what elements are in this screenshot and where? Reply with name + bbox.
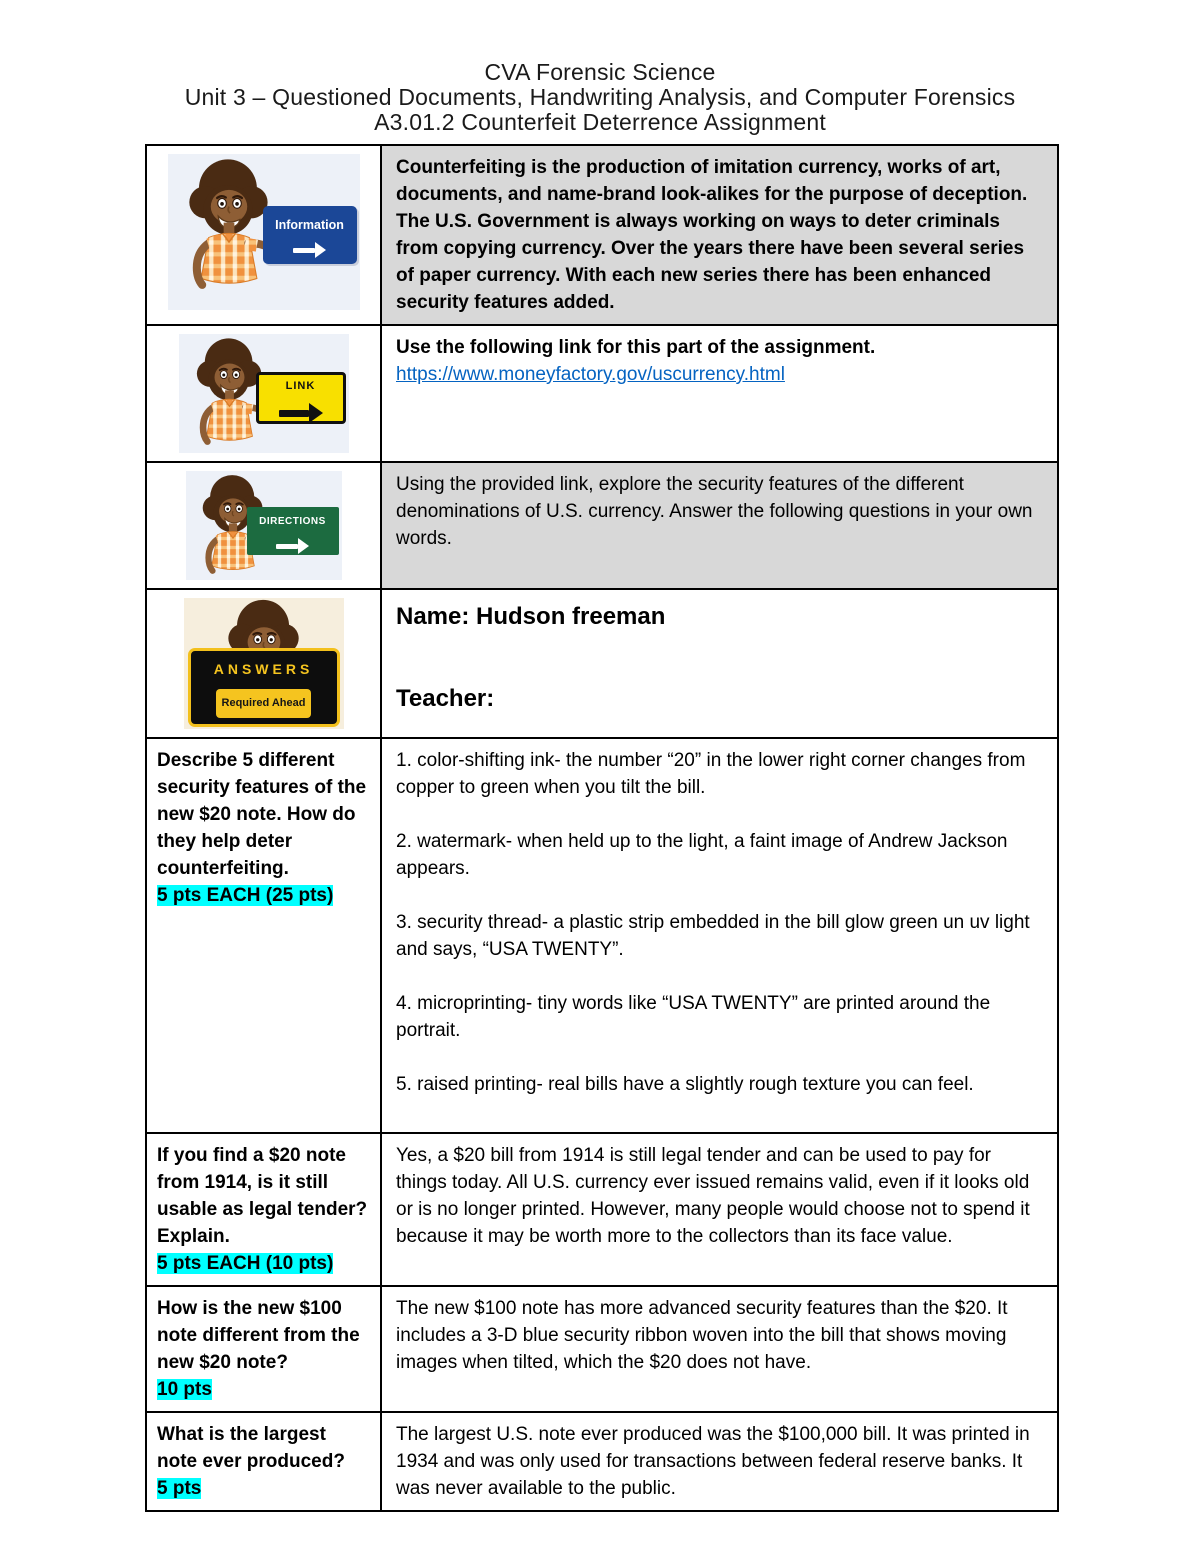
table-row [146, 145, 1058, 325]
unit-title: Unit 3 – Questioned Documents, Handwriting Analysis, and Computer Forensics [184, 84, 1016, 110]
right-arrow-icon [279, 403, 323, 423]
question-4-prompt: What is the largest note ever produced? [157, 1424, 345, 1472]
counterfeiting-intro-cell [381, 145, 1058, 325]
answer-item: 4. microprinting- tiny words like “USA TWENTY” are printed around the portrait. [396, 993, 991, 1041]
link-sign [256, 372, 346, 424]
question-4-cell [146, 1412, 381, 1511]
directions-image-cell [146, 462, 381, 589]
information-sign-label: Information [275, 218, 344, 232]
assignment-table [145, 144, 1059, 1512]
directions-sign-label: DIRECTIONS [259, 516, 326, 527]
question-2-prompt: If you find a $20 note from 1914, is it still usable as legal tender? Explain. [157, 1145, 368, 1247]
answer-4-cell [381, 1412, 1058, 1511]
link-sign-label: LINK [285, 380, 316, 392]
counterfeiting-intro-text: Counterfeiting is the production of imitation currency, works of art, documents, and name-brand look-alikes for the purpose of deception. The U.S. Government is always working on ways to deter criminals from copying currency. Over the years there have been several series of paper currency. With each new series there has been enhanced security features added. [396, 157, 1028, 313]
answer-item: 3. security thread- a plastic strip embedded in the bill glow green un uv light and says, “USA TWENTY”. [396, 912, 1030, 960]
name-teacher-cell [381, 589, 1058, 738]
answers-sign-subtitle: Required Ahead [216, 689, 312, 718]
answer-1-cell [381, 738, 1058, 1133]
table-row [146, 1133, 1058, 1286]
question-3-prompt: How is the new $100 note different from the new $20 note? [157, 1298, 360, 1373]
table-row [146, 738, 1058, 1133]
table-row [146, 1286, 1058, 1412]
answers-sign-label: ANSWERS [213, 661, 314, 677]
question-1-prompt: Describe 5 different security features of the new $20 note. How do they help deter counterfeiting. [157, 750, 367, 879]
student-name: Name: Hudson freeman [396, 603, 666, 630]
link-instruction: Use the following link for this part of the assignment. [396, 337, 876, 358]
answer-item: 2. watermark- when held up to the light, a faint image of Andrew Jackson appears. [396, 831, 1008, 879]
cartoon-information-figure [168, 154, 360, 310]
link-image-cell [146, 325, 381, 462]
question-2-points: 5 pts EACH (10 pts) [157, 1253, 334, 1274]
directions-text: Using the provided link, explore the security features of the different denominations of U.S. currency. Answer the following questions in your own words. [396, 474, 1033, 549]
answers-image-cell [146, 589, 381, 738]
moneyfactory-link[interactable]: https://www.moneyfactory.gov/uscurrency.html [396, 364, 785, 385]
course-title: CVA Forensic Science [484, 59, 716, 85]
answers-sign [188, 648, 340, 727]
answer-2-cell [381, 1133, 1058, 1286]
question-2-cell [146, 1133, 381, 1286]
answer-3-cell [381, 1286, 1058, 1412]
cartoon-answers-figure [184, 598, 344, 729]
table-row [146, 325, 1058, 462]
question-3-points: 10 pts [157, 1379, 212, 1400]
question-4-points: 5 pts [157, 1478, 202, 1499]
question-1-cell [146, 738, 381, 1133]
link-cell [381, 325, 1058, 462]
answer-item: 5. raised printing- real bills have a slightly rough texture you can feel. [396, 1074, 974, 1095]
directions-sign [247, 507, 339, 555]
information-image-cell [146, 145, 381, 325]
information-sign [263, 206, 357, 264]
answer-3-text: The new $100 note has more advanced security features than the $20. It includes a 3-D blue security ribbon woven into the bill that shows moving images when tilted, which the $20 does not have. [396, 1298, 1008, 1373]
table-row [146, 589, 1058, 738]
directions-cell [381, 462, 1058, 589]
document-header [0, 0, 1200, 135]
answer-2-text: Yes, a $20 bill from 1914 is still legal tender and can be used to pay for things today. All U.S. currency ever issued remains valid, even if it looks old or is no longer printed. However, many people would choose not to spend it because it may be worth more to the collectors than its face value. [396, 1145, 1030, 1247]
table-row [146, 1412, 1058, 1511]
question-1-points: 5 pts EACH (25 pts) [157, 885, 334, 906]
cartoon-directions-figure [186, 471, 342, 580]
right-arrow-icon [276, 538, 309, 554]
answer-item: 1. color-shifting ink- the number “20” in the lower right corner changes from copper to green when you tilt the bill. [396, 750, 1026, 798]
right-arrow-icon [293, 242, 326, 258]
cartoon-link-figure [179, 334, 349, 453]
answer-4-text: The largest U.S. note ever produced was the $100,000 bill. It was printed in 1934 and was only used for transactions between federal reserve banks. It was never available to the public. [396, 1424, 1030, 1499]
teacher-label: Teacher: [396, 685, 495, 712]
table-row [146, 462, 1058, 589]
question-3-cell [146, 1286, 381, 1412]
assignment-title: A3.01.2 Counterfeit Deterrence Assignment [374, 109, 826, 135]
